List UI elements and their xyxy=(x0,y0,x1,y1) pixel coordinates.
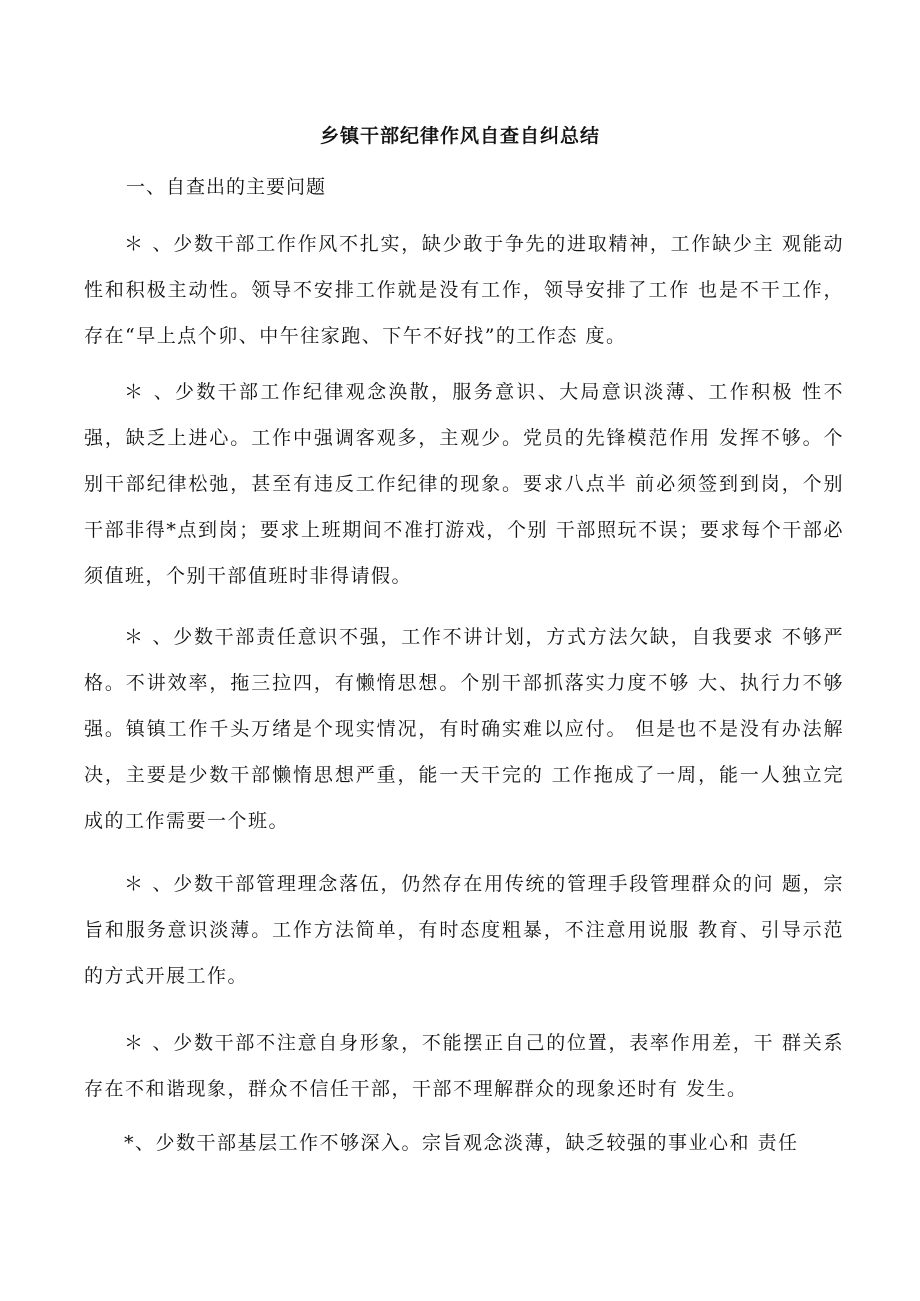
paragraph: ＊ 、少数干部责任意识不强，工作不讲计划，方式方法欠缺，自我要求 不够严格。不讲效率，拖三拉四，有懒惰思想。个别干部抓落实力度不够 大、执行力不够强。镇镇工作千头万绪是个现实情况，有时确实难以应付。 但是也不是没有办法解决，主要是少数干部懒惰思想严重，能一天干完的 工作拖成了一周，能一人独立完成的工作需要一个班。 xyxy=(84,626,844,832)
paragraph: ＊ 、少数干部工作作风不扎实，缺少敢于争先的进取精神，工作缺少主 观能动性和积极主动性。领导不安排工作就是没有工作，领导安排了工作 也是不干工作，存在“早上点个卯、中午往家跑、下午不好找”的工作态 度。 xyxy=(84,233,844,347)
document-title: 乡镇干部纪律作风自查自纠总结 xyxy=(319,125,600,147)
paragraph: ＊ 、少数干部管理理念落伍，仍然存在用传统的管理手段管理群众的问 题，宗旨和服务意识淡薄。工作方法简单，有时态度粗暴，不注意用说服 教育、引导示范的方式开展工作。 xyxy=(84,873,844,987)
section-heading: 一、自查出的主要问题 xyxy=(126,176,327,198)
paragraph: ＊ 、少数干部工作纪律观念涣散，服务意识、大局意识淡薄、工作积极 性不强，缺乏上进心。工作中强调客观多，主观少。党员的先锋模范作用 发挥不够。个别干部纪律松弛，甚至有违反工作纪律的现象。要求八点半 前必须签到到岗，个别干部非得*点到岗；要求上班期间不准打游戏，个别 干部照玩不误；要求每个干部必须值班，个别干部值班时非得请假。 xyxy=(84,381,844,587)
paragraph: ＊ 、少数干部不注意自身形象，不能摆正自己的位置，表率作用差，干 群关系存在不和谐现象，群众不信任干部，干部不理解群众的现象还时有 发生。 xyxy=(84,1032,844,1100)
paragraph: *、少数干部基层工作不够深入。宗旨观念淡薄，缺乏较强的事业心和 责任 xyxy=(124,1132,799,1154)
